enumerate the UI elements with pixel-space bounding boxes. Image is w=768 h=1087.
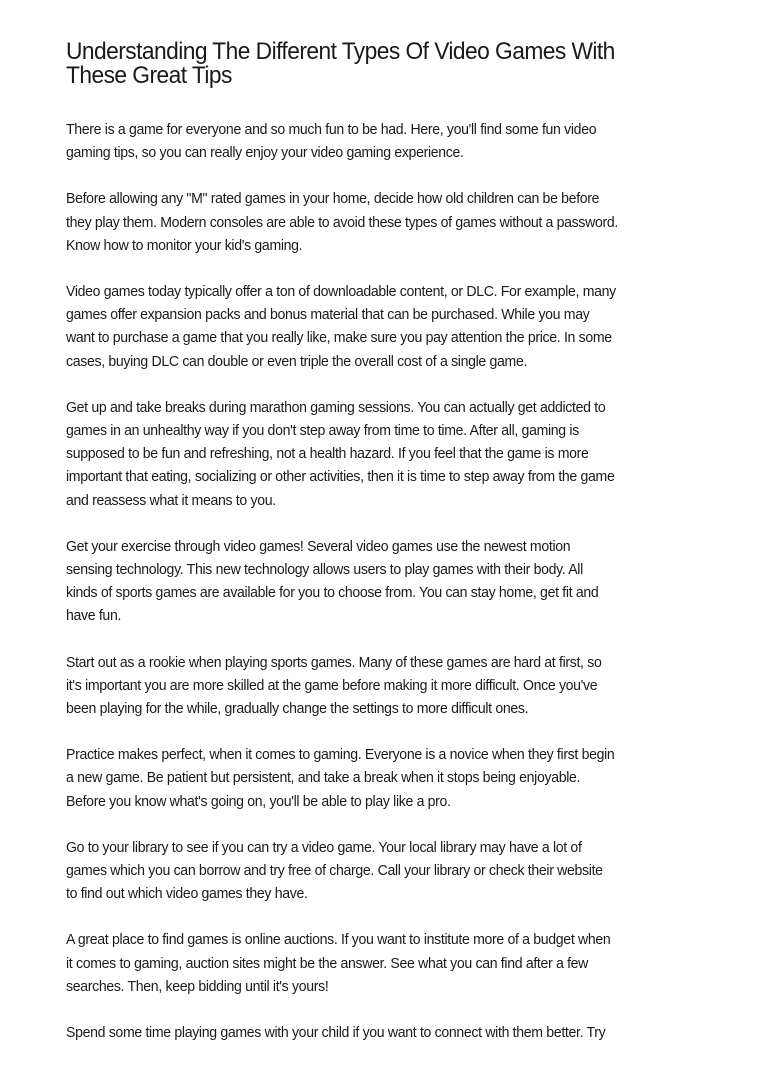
text-line: Spend some time playing games with your child if you want to connect with them better. Try bbox=[66, 1024, 606, 1042]
text-line: have fun. bbox=[66, 607, 122, 625]
paragraph-child bbox=[66, 1021, 729, 1044]
text-line: games offer expansion packs and bonus material that can be purchased. While you may bbox=[66, 306, 590, 324]
text-line: a new game. Be patient but persistent, and take a break when it stops being enjoyable. bbox=[66, 769, 581, 787]
text-line: Video games today typically offer a ton of downloadable content, or DLC. For example, many bbox=[66, 283, 616, 301]
document-page bbox=[66, 40, 726, 1067]
document-body bbox=[66, 118, 726, 1044]
paragraph-exercise bbox=[66, 535, 729, 628]
paragraph-dlc bbox=[66, 280, 729, 373]
text-line: Before allowing any "M" rated games in your home, decide how old children can be before bbox=[66, 190, 600, 208]
text-line: it's important you are more skilled at the game before making it more difficult. Once you've bbox=[66, 676, 598, 694]
title-line: These Great Tips bbox=[66, 62, 232, 89]
text-line: Get up and take breaks during marathon gaming sessions. You can actually get addicted to bbox=[66, 398, 606, 416]
paragraph-auctions bbox=[66, 928, 729, 998]
text-line: games which you can borrow and try free of charge. Call your library or check their website bbox=[66, 862, 603, 880]
text-line: Get your exercise through video games! Several video games use the newest motion bbox=[66, 537, 571, 555]
text-line: A great place to find games is online auctions. If you want to institute more of a budget when bbox=[66, 931, 611, 949]
text-line: There is a game for everyone and so much fun to be had. Here, you'll find some fun video bbox=[66, 121, 597, 138]
text-line: important that eating, socializing or other activities, then it is time to step away from the game bbox=[66, 468, 615, 486]
text-line: cases, buying DLC can double or even triple the overall cost of a single game. bbox=[66, 352, 528, 370]
text-line: they play them. Modern consoles are able to avoid these types of games without a password. bbox=[66, 213, 618, 231]
paragraph-practice bbox=[66, 743, 729, 813]
text-line: to find out which video games they have. bbox=[66, 885, 308, 903]
text-line: want to purchase a game that you really like, make sure you pay attention the price. In some bbox=[66, 329, 612, 347]
text-line: Know how to monitor your kid's gaming. bbox=[66, 236, 303, 254]
paragraph-breaks bbox=[66, 396, 729, 512]
text-line: it comes to gaming, auction sites might be the answer. See what you can find after a few bbox=[66, 954, 589, 972]
text-line: Start out as a rookie when playing sports games. Many of these games are hard at first, so bbox=[66, 653, 602, 671]
document-title bbox=[66, 40, 736, 88]
text-line: Practice makes perfect, when it comes to gaming. Everyone is a novice when they first begin bbox=[66, 746, 615, 764]
text-line: searches. Then, keep bidding until it's yours! bbox=[66, 977, 329, 995]
text-line: been playing for the while, gradually change the settings to more difficult ones. bbox=[66, 700, 529, 718]
paragraph-intro bbox=[66, 118, 729, 164]
text-line: and reassess what it means to you. bbox=[66, 491, 276, 509]
text-line: supposed to be fun and refreshing, not a health hazard. If you feel that the game is more bbox=[66, 445, 589, 463]
text-line: sensing technology. This new technology allows users to play games with their body. All bbox=[66, 561, 583, 579]
title-line: Understanding The Different Types Of Video Games With bbox=[66, 38, 615, 65]
paragraph-library bbox=[66, 836, 729, 906]
paragraph-m-rated bbox=[66, 187, 729, 257]
text-line: kinds of sports games are available for you to choose from. You can stay home, get fit and bbox=[66, 584, 599, 602]
paragraph-rookie bbox=[66, 651, 729, 721]
text-line: gaming tips, so you can really enjoy your video gaming experience. bbox=[66, 144, 464, 162]
text-line: Go to your library to see if you can try a video game. Your local library may have a lot of bbox=[66, 838, 582, 856]
text-line: Before you know what's going on, you'll be able to play like a pro. bbox=[66, 792, 451, 810]
text-line: games in an unhealthy way if you don't step away from time to time. After all, gaming is bbox=[66, 422, 579, 440]
